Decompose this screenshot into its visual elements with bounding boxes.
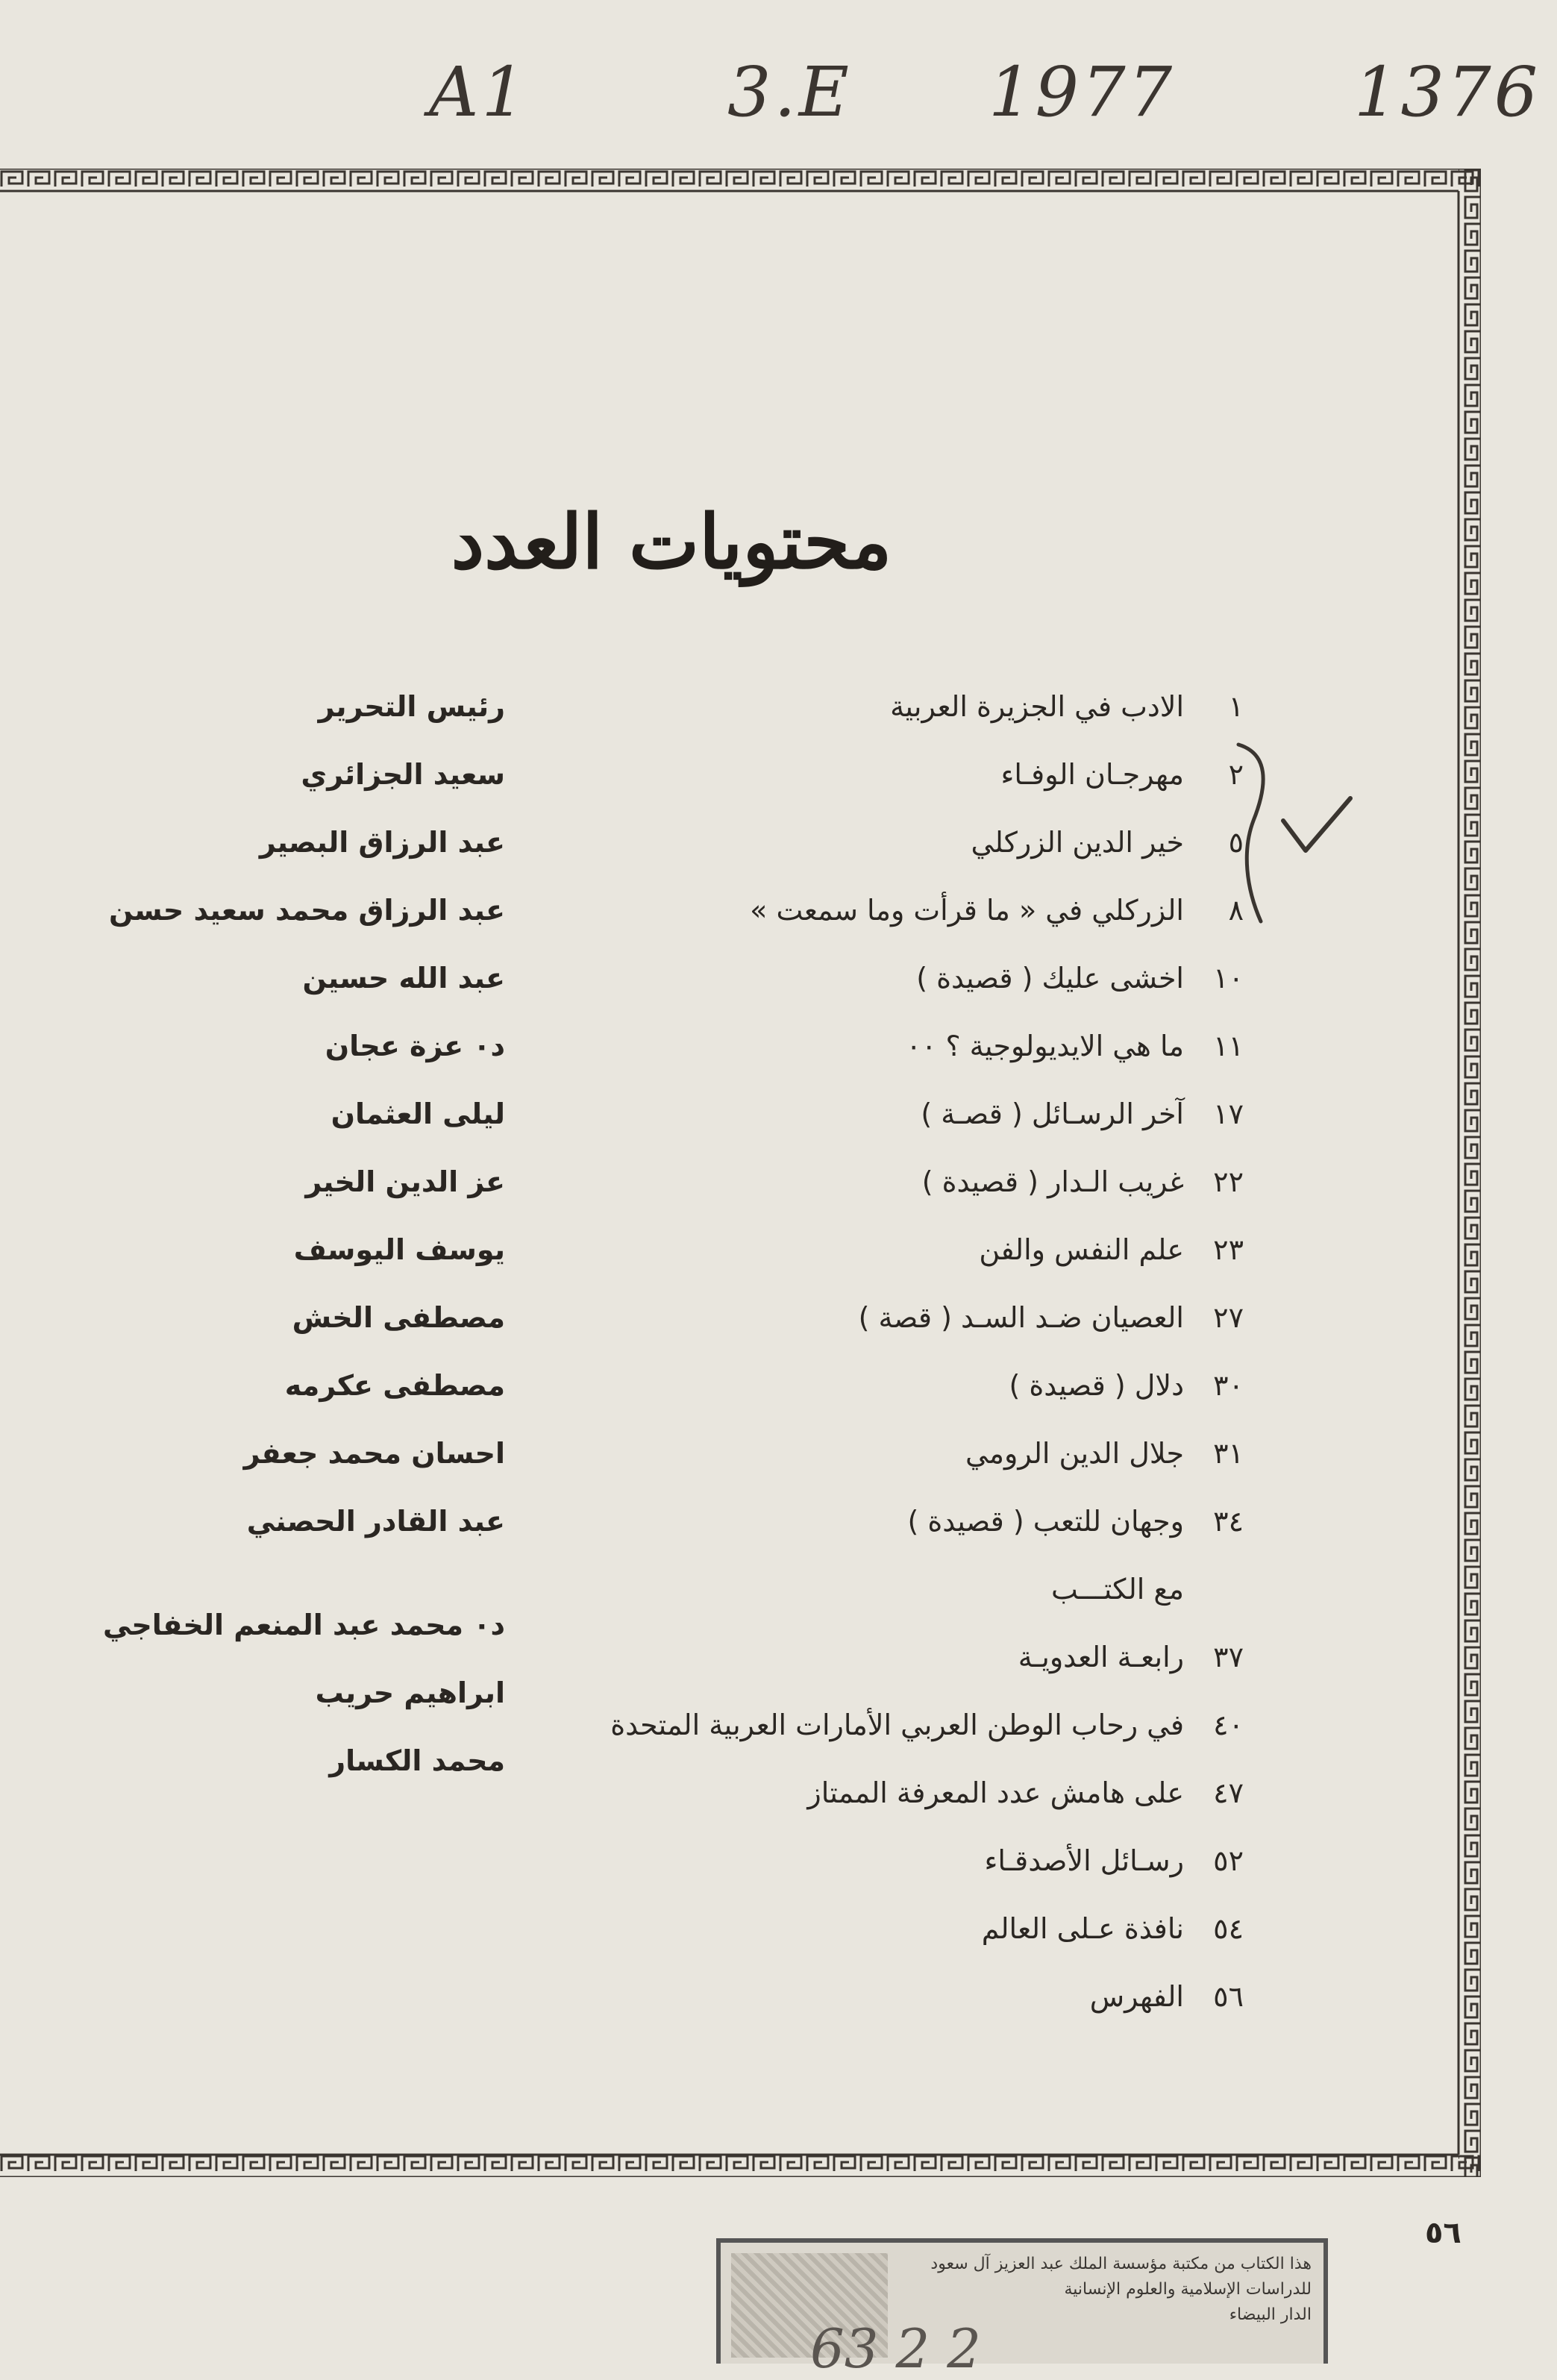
toc-title: خير الدين الزركلي: [971, 826, 1184, 859]
page-number: ٥٦: [1425, 2216, 1462, 2250]
toc-entry: [498, 683, 1244, 751]
editor-name: مصطفى الخش: [292, 1301, 505, 1334]
toc-entry: [498, 1497, 1244, 1565]
editor-name: احسان محمد جعفر: [243, 1437, 505, 1470]
handwritten-ref: A1: [429, 52, 528, 132]
stamp-code: 63 2 2: [810, 2317, 982, 2380]
table-of-contents: [498, 683, 1244, 2041]
editor-name: عبد الرزاق البصير: [259, 826, 505, 859]
toc-title: رابعـة العدويـة: [1018, 1641, 1184, 1673]
toc-title: العصيان ضـد السـد ( قصة ): [858, 1301, 1184, 1334]
toc-page: ٢٢: [1213, 1165, 1244, 1198]
editor-name: ابراهيم حريب: [315, 1676, 505, 1709]
toc-entry: [498, 751, 1244, 818]
editor-name: عبد الله حسين: [302, 962, 505, 995]
toc-title: الادب في الجزيرة العربية: [890, 690, 1184, 723]
toc-title: آخر الرسـائل ( قصـة ): [921, 1097, 1184, 1130]
editor-name: سعيد الجزائري: [301, 758, 505, 791]
toc-title: ما هي الايديولوجية ؟ ٠٠: [906, 1030, 1184, 1062]
toc-title: رسـائل الأصدقـاء: [984, 1844, 1184, 1877]
editor-name: يوسف اليوسف: [293, 1233, 505, 1266]
toc-entry: [498, 954, 1244, 1022]
stamp-line: الدار البيضاء: [1229, 2305, 1312, 2324]
toc-page: ١٧: [1213, 1097, 1244, 1130]
toc-title: على هامش عدد المعرفة الممتاز: [807, 1776, 1184, 1809]
toc-title: جلال الدين الرومي: [965, 1437, 1184, 1470]
library-stamp: [716, 2238, 1328, 2380]
toc-entry: [498, 1158, 1244, 1226]
toc-title: وجهان للتعب ( قصيدة ): [907, 1505, 1184, 1538]
toc-title: مع الكتـــب: [1051, 1573, 1184, 1606]
handwritten-year: 1977: [989, 52, 1176, 132]
editor-name: عز الدين الخير: [305, 1165, 505, 1198]
handwritten-number: 1376: [1354, 52, 1541, 132]
stamp-text: [894, 2252, 1312, 2328]
toc-entry: [498, 1090, 1244, 1158]
editor-name: مصطفى عكرمه: [284, 1369, 505, 1402]
stamp-line: هذا الكتاب من مكتبة مؤسسة الملك عبد العزيز آل سعود: [930, 2255, 1312, 2273]
page-title: محتويات العدد: [451, 498, 892, 586]
toc-entry: [498, 1905, 1244, 1973]
toc-entry: [498, 1565, 1244, 1633]
editor-name: محمد الكسار: [329, 1744, 505, 1777]
toc-entry: [498, 1973, 1244, 2041]
handwritten-code: 3.E: [727, 52, 852, 132]
toc-page: ٢٧: [1213, 1301, 1244, 1334]
toc-entry: [498, 1769, 1244, 1837]
toc-entry: [498, 1701, 1244, 1769]
toc-page: ٤٠: [1213, 1709, 1244, 1741]
toc-entry: [498, 1633, 1244, 1701]
toc-page: ٥٢: [1213, 1844, 1244, 1877]
toc-entry: [498, 818, 1244, 886]
toc-page: ٣١: [1213, 1437, 1244, 1470]
toc-page: ٥٤: [1213, 1912, 1244, 1945]
toc-page: ٥٦: [1213, 1980, 1244, 2013]
toc-entry: [498, 1022, 1244, 1090]
editor-name: ليلى العثمان: [330, 1097, 505, 1130]
toc-entry: [498, 886, 1244, 954]
toc-title: الفهرس: [1089, 1980, 1184, 2013]
toc-title: في رحاب الوطن العربي الأمارات العربية المتحدة: [610, 1709, 1184, 1741]
editor-name: د٠ محمد عبد المنعم الخفاجي: [102, 1609, 505, 1641]
stamp-line: للدراسات الإسلامية والعلوم الإنسانية: [1064, 2280, 1312, 2299]
toc-page: ٣٤: [1213, 1505, 1244, 1538]
toc-entry: [498, 1429, 1244, 1497]
toc-title: غريب الـدار ( قصيدة ): [921, 1165, 1184, 1198]
toc-entry: [498, 1837, 1244, 1905]
toc-page: ٨: [1228, 894, 1244, 927]
editor-name: د٠ عزة عجان: [325, 1030, 505, 1062]
toc-page: ٤٧: [1213, 1776, 1244, 1809]
toc-title: نافذة عـلى العالم: [981, 1912, 1184, 1945]
toc-entry: [498, 1362, 1244, 1429]
chief-editor-label: رئيس التحرير: [318, 690, 505, 723]
toc-page: ٢٣: [1213, 1233, 1244, 1266]
toc-entry: [498, 1294, 1244, 1362]
toc-page: ٣٠: [1213, 1369, 1244, 1402]
editor-name: عبد القادر الحصني: [246, 1505, 505, 1538]
editorial-board: [0, 683, 505, 1805]
toc-entry: [498, 1226, 1244, 1294]
toc-page: ١: [1228, 690, 1244, 723]
toc-title: الزركلي في « ما قرأت وما سمعت »: [750, 894, 1184, 927]
toc-page: ٥: [1228, 826, 1244, 859]
toc-page: ٢: [1228, 758, 1244, 791]
toc-title: علم النفس والفن: [979, 1233, 1184, 1266]
toc-title: دلال ( قصيدة ): [1009, 1369, 1184, 1402]
handwritten-check-icon: [1224, 739, 1358, 933]
toc-page: ١١: [1213, 1030, 1244, 1062]
toc-title: اخشى عليك ( قصيدة ): [916, 962, 1184, 995]
toc-page: ٣٧: [1213, 1641, 1244, 1673]
toc-title: مهرجـان الوفـاء: [1000, 758, 1184, 791]
toc-page: ١٠: [1213, 962, 1244, 995]
editor-name: عبد الرزاق محمد سعيد حسن: [108, 894, 505, 927]
